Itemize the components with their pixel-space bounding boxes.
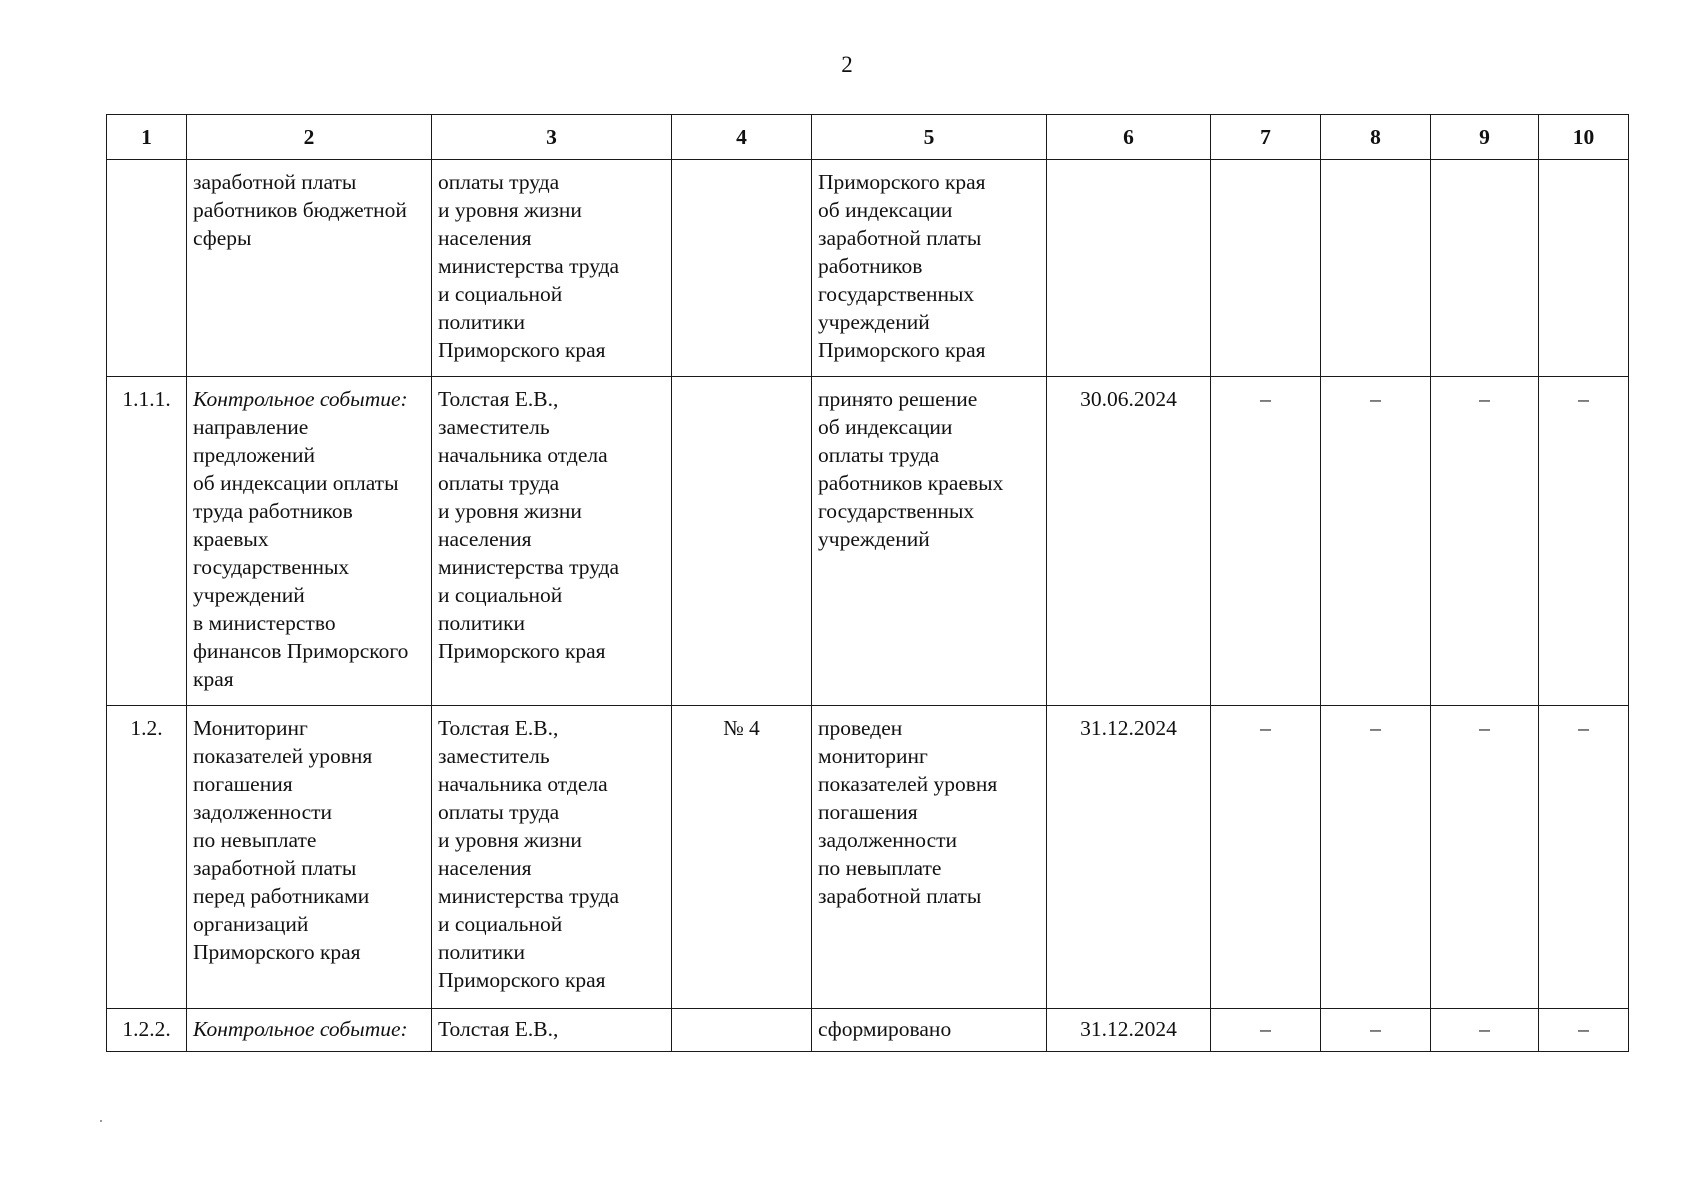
col7-cell: –	[1211, 1009, 1321, 1052]
col8-cell: –	[1321, 706, 1431, 1009]
activity-cell	[187, 706, 432, 1009]
activity-italic-label: Контрольное событие:	[193, 387, 408, 411]
header-cell-6: 6	[1047, 115, 1211, 160]
activity-text: заработной платы работников бюджетной сферы	[193, 170, 407, 250]
row-number: 1.1.1.	[107, 377, 187, 706]
header-cell-2: 2	[187, 115, 432, 160]
col9-cell: –	[1431, 706, 1539, 1009]
scan-speck	[100, 1120, 102, 1122]
header-cell-4: 4	[672, 115, 812, 160]
col9-cell: –	[1431, 1009, 1539, 1052]
col7-cell: –	[1211, 377, 1321, 706]
col10-cell: –	[1539, 706, 1629, 1009]
code-cell	[672, 377, 812, 706]
header-cell-9: 9	[1431, 115, 1539, 160]
col8-cell: –	[1321, 377, 1431, 706]
col10-cell	[1539, 160, 1629, 377]
activity-cell	[187, 160, 432, 377]
header-row	[107, 115, 1629, 160]
activity-cell	[187, 377, 432, 706]
col7-cell: –	[1211, 706, 1321, 1009]
table-row	[107, 706, 1629, 1009]
col8-cell	[1321, 160, 1431, 377]
col10-cell: –	[1539, 377, 1629, 706]
row-number	[107, 160, 187, 377]
col9-cell: –	[1431, 377, 1539, 706]
result-cell: сформировано	[812, 1009, 1047, 1052]
col7-cell	[1211, 160, 1321, 377]
responsible-cell: оплаты труда и уровня жизни населения министерства труда и социальной политики Приморского края	[432, 160, 672, 377]
code-cell	[672, 1009, 812, 1052]
date-cell	[1047, 160, 1211, 377]
table-row	[107, 377, 1629, 706]
plan-table	[106, 114, 1629, 1052]
date-cell: 30.06.2024	[1047, 377, 1211, 706]
header-cell-3: 3	[432, 115, 672, 160]
activity-text: направление предложений об индексации оплаты труда работников краевых государственных учреждений в министерство финансов Приморского края	[193, 415, 409, 691]
row-number: 1.2.	[107, 706, 187, 1009]
header-cell-10: 10	[1539, 115, 1629, 160]
result-cell: Приморского края об индексации заработной платы работников государственных учреждений Приморского края	[812, 160, 1047, 377]
table-row	[107, 160, 1629, 377]
header-cell-5: 5	[812, 115, 1047, 160]
responsible-cell: Толстая Е.В., заместитель начальника отдела оплаты труда и уровня жизни населения министерства труда и социальной политики Приморского края	[432, 377, 672, 706]
activity-text: Мониторинг показателей уровня погашения задолженности по невыплате заработной платы перед работниками организаций Приморского края	[193, 716, 373, 964]
header-cell-8: 8	[1321, 115, 1431, 160]
col8-cell: –	[1321, 1009, 1431, 1052]
result-cell: принято решение об индексации оплаты труда работников краевых государственных учреждений	[812, 377, 1047, 706]
date-cell: 31.12.2024	[1047, 706, 1211, 1009]
responsible-cell: Толстая Е.В.,	[432, 1009, 672, 1052]
col10-cell: –	[1539, 1009, 1629, 1052]
code-cell	[672, 160, 812, 377]
activity-italic-label: Контрольное событие:	[193, 1017, 408, 1041]
activity-cell	[187, 1009, 432, 1052]
row-number: 1.2.2.	[107, 1009, 187, 1052]
header-cell-1: 1	[107, 115, 187, 160]
date-cell: 31.12.2024	[1047, 1009, 1211, 1052]
table-row	[107, 1009, 1629, 1052]
code-cell: № 4	[672, 706, 812, 1009]
page-number: 2	[841, 52, 853, 77]
col9-cell	[1431, 160, 1539, 377]
result-cell: проведен мониторинг показателей уровня погашения задолженности по невыплате заработной платы	[812, 706, 1047, 1009]
header-cell-7: 7	[1211, 115, 1321, 160]
responsible-cell: Толстая Е.В., заместитель начальника отдела оплаты труда и уровня жизни населения министерства труда и социальной политики Приморского края	[432, 706, 672, 1009]
